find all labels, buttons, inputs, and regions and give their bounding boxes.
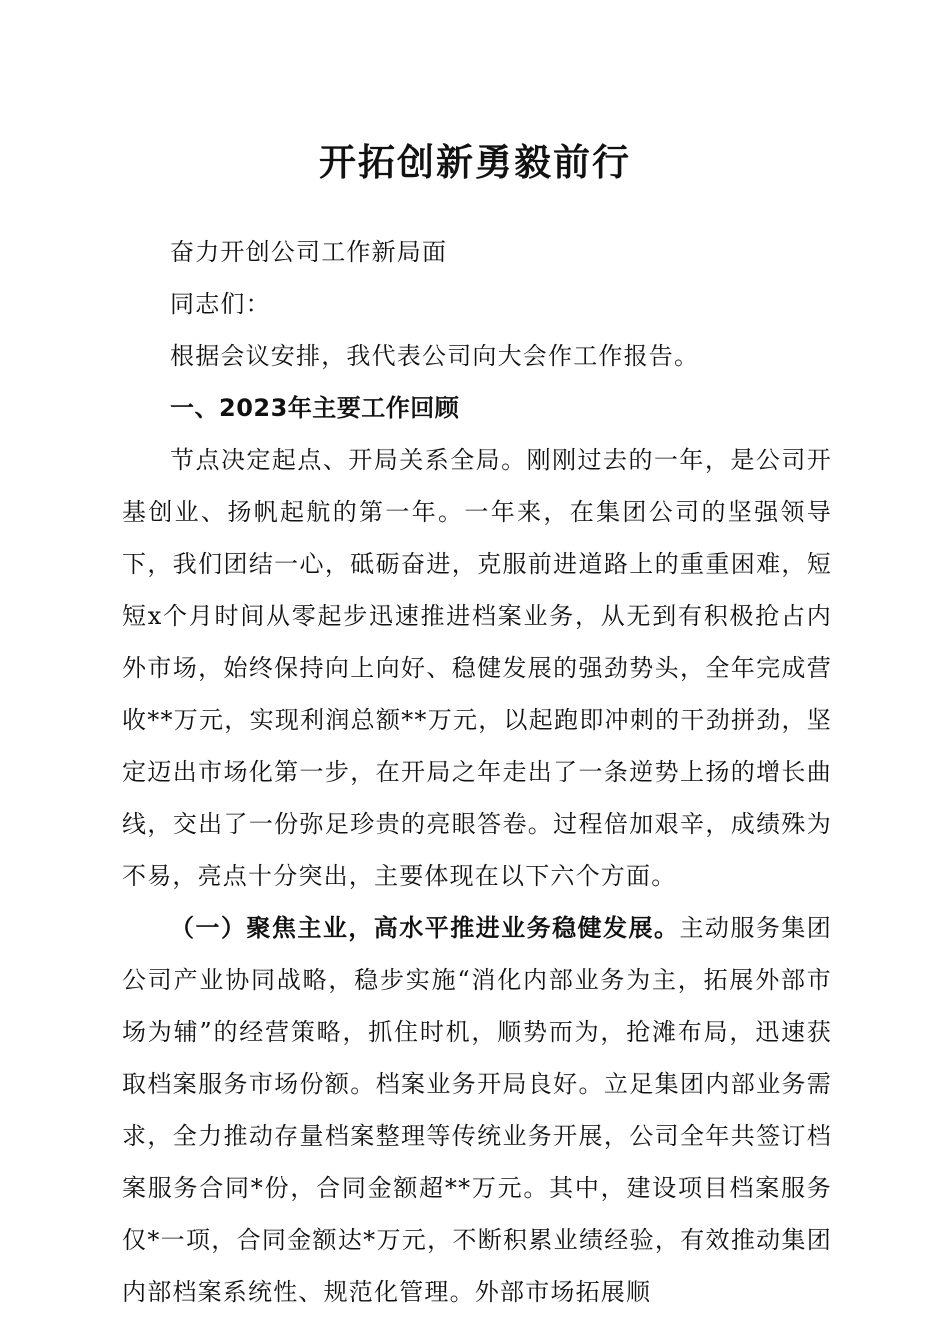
document-body bbox=[122, 226, 832, 1318]
intro-line: 根据会议安排，我代表公司向大会作工作报告。 bbox=[170, 342, 700, 370]
section-heading: 一、2023年主要工作回顾 bbox=[170, 394, 460, 422]
paragraph-review: 节点决定起点、开局关系全局。刚刚过去的一年，是公司开基创业、扬帆起航的第一年。一年来，在集团公司的坚强领导下，我们团结一心，砥砺奋进，克服前进道路上的重重困难，短短x个月时间从零起步迅速推进档案业务，从无到有积极抢占内外市场，始终保持向上向好、稳健发展的强劲势头，全年完成营收**万元，实现利润总额**万元，以起跑即冲刺的干劲拼劲，坚定迈出市场化第一步，在开局之年走出了一条逆势上扬的增长曲线，交出了一份弥足珍贵的亮眼答卷。过程倍加艰辛，成绩殊为不易，亮点十分突出，主要体现在以下六个方面。 bbox=[122, 446, 832, 890]
paragraph-focus-lead: （一）聚焦主业，高水平推进业务稳健发展。 bbox=[170, 913, 680, 942]
subtitle-line: 奋力开创公司工作新局面 bbox=[170, 238, 448, 266]
salutation-line: 同志们： bbox=[170, 290, 271, 318]
document-title: 开拓创新勇毅前行 bbox=[319, 140, 631, 184]
paragraph-focus-body: 主动服务集团公司产业协同战略，稳步实施“消化内部业务为主，拓展外部市场为辅”的经营策略，抓住时机，顺势而为，抢滩布局，迅速获取档案服务市场份额。档案业务开局良好。立足集团内部业务需求，全力推动存量档案整理等传统业务开展，公司全年共签订档案服务合同*份，合同金额超**万元。其中，建设项目档案服务仅*一项，合同金额达*万元，不断积累业绩经验，有效推动集团内部档案系统性、规范化管理。外部市场拓展顺 bbox=[122, 914, 832, 1306]
paragraph-focus bbox=[122, 902, 832, 1318]
